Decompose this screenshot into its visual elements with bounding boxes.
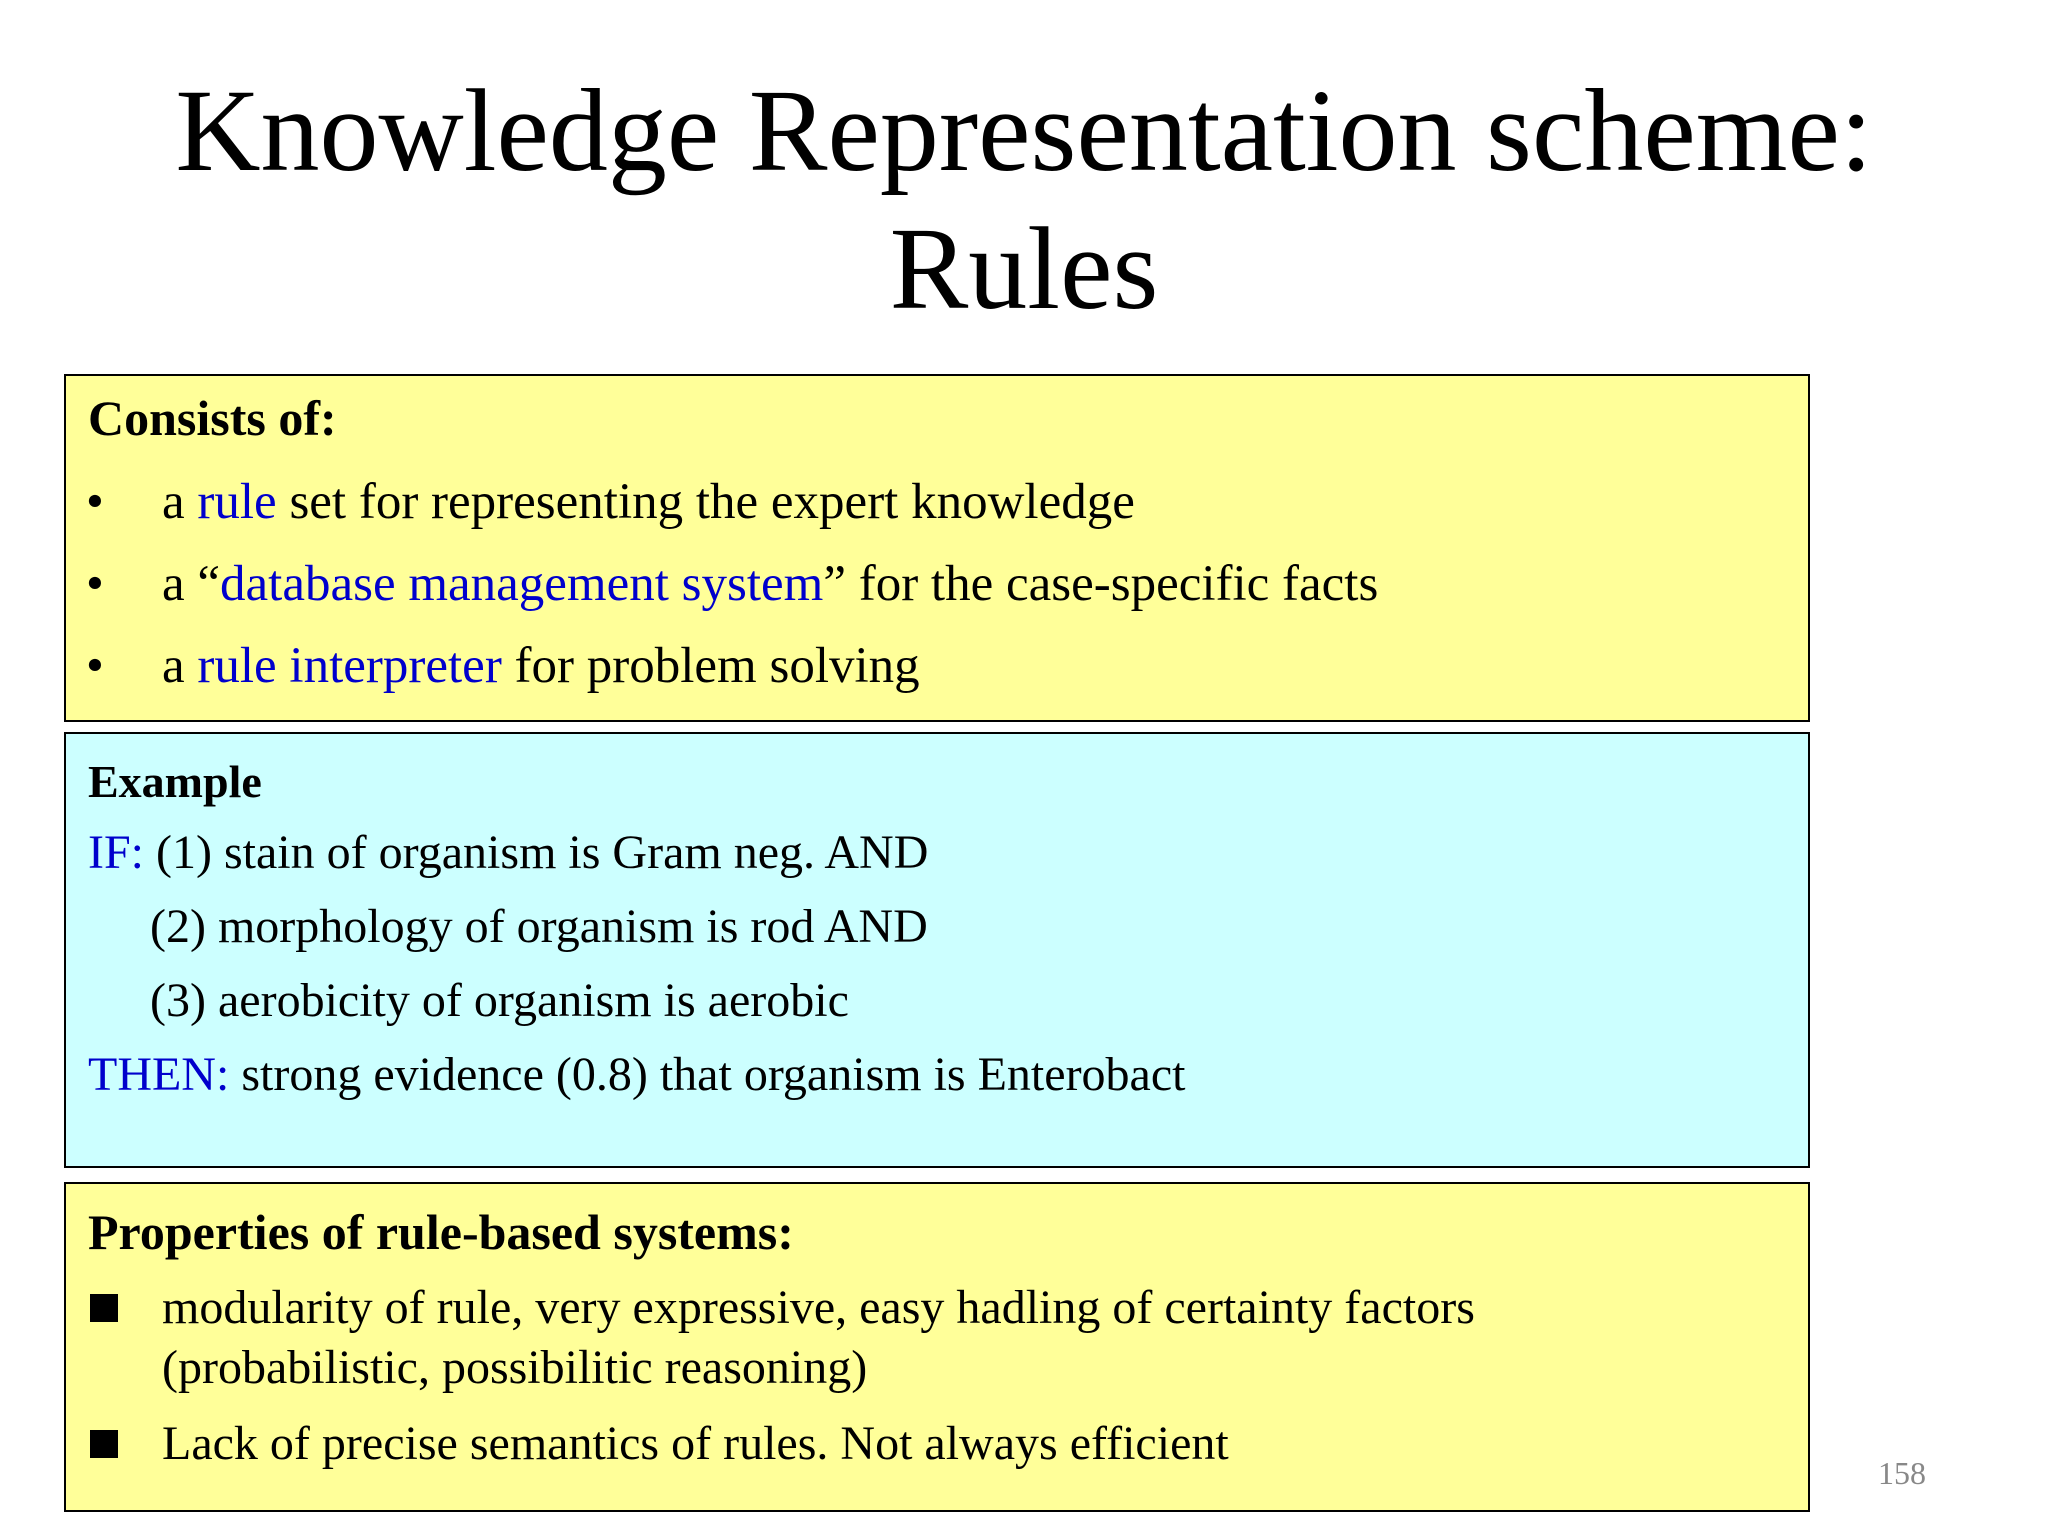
condition-2: (2) morphology of organism is rod AND: [150, 900, 928, 953]
text-pre: a: [162, 474, 198, 530]
square-bullet-icon: [90, 1294, 118, 1322]
if-label: IF:: [88, 826, 145, 879]
text-post: ” for the case-specific facts: [823, 556, 1379, 612]
list-item-text: modularity of rule, very expressive, easy hadling of certainty factors (probabilistic, possibilitic reasoning): [162, 1281, 1475, 1394]
then-line: [88, 1046, 1186, 1104]
properties-heading: Properties of rule-based systems:: [88, 1204, 794, 1260]
text-post: for problem solving: [501, 638, 920, 694]
page-number: 158: [1878, 1455, 1926, 1491]
if-line: [88, 824, 928, 882]
square-bullet-icon: [90, 1430, 118, 1458]
text-pre: a: [162, 638, 198, 694]
highlighted-term: database management system: [220, 556, 824, 612]
bullet-icon: •: [86, 638, 104, 694]
condition-2-line: [150, 898, 928, 956]
condition-1: (1) stain of organism is Gram neg. AND: [156, 826, 929, 879]
consists-heading: Consists of:: [88, 390, 337, 446]
condition-3-line: [150, 972, 849, 1030]
title-line-1: Knowledge Representation scheme:: [175, 65, 1873, 196]
properties-box: [64, 1182, 1810, 1512]
title-line-2: Rules: [889, 203, 1159, 334]
list-item-text: [162, 554, 1378, 614]
list-item-text: [162, 636, 920, 696]
conclusion: strong evidence (0.8) that organism is Enterobact: [241, 1048, 1186, 1101]
example-heading: Example: [88, 756, 262, 807]
consists-of-box: [64, 374, 1810, 722]
text-post: set for representing the expert knowledge: [276, 474, 1135, 530]
bullet-icon: •: [86, 556, 104, 612]
highlighted-term: rule: [197, 474, 277, 530]
slide-title-text: [0, 62, 2048, 338]
then-label: THEN:: [88, 1048, 230, 1101]
list-item-text: [162, 472, 1135, 532]
text-pre: a “: [162, 556, 221, 612]
highlighted-term: rule interpreter: [197, 638, 502, 694]
list-item: [66, 1278, 1808, 1402]
example-box: [64, 732, 1810, 1168]
condition-3: (3) aerobicity of organism is aerobic: [150, 974, 849, 1027]
list-item-text: Lack of precise semantics of rules. Not always efficient: [162, 1417, 1229, 1470]
bullet-icon: •: [86, 474, 104, 530]
